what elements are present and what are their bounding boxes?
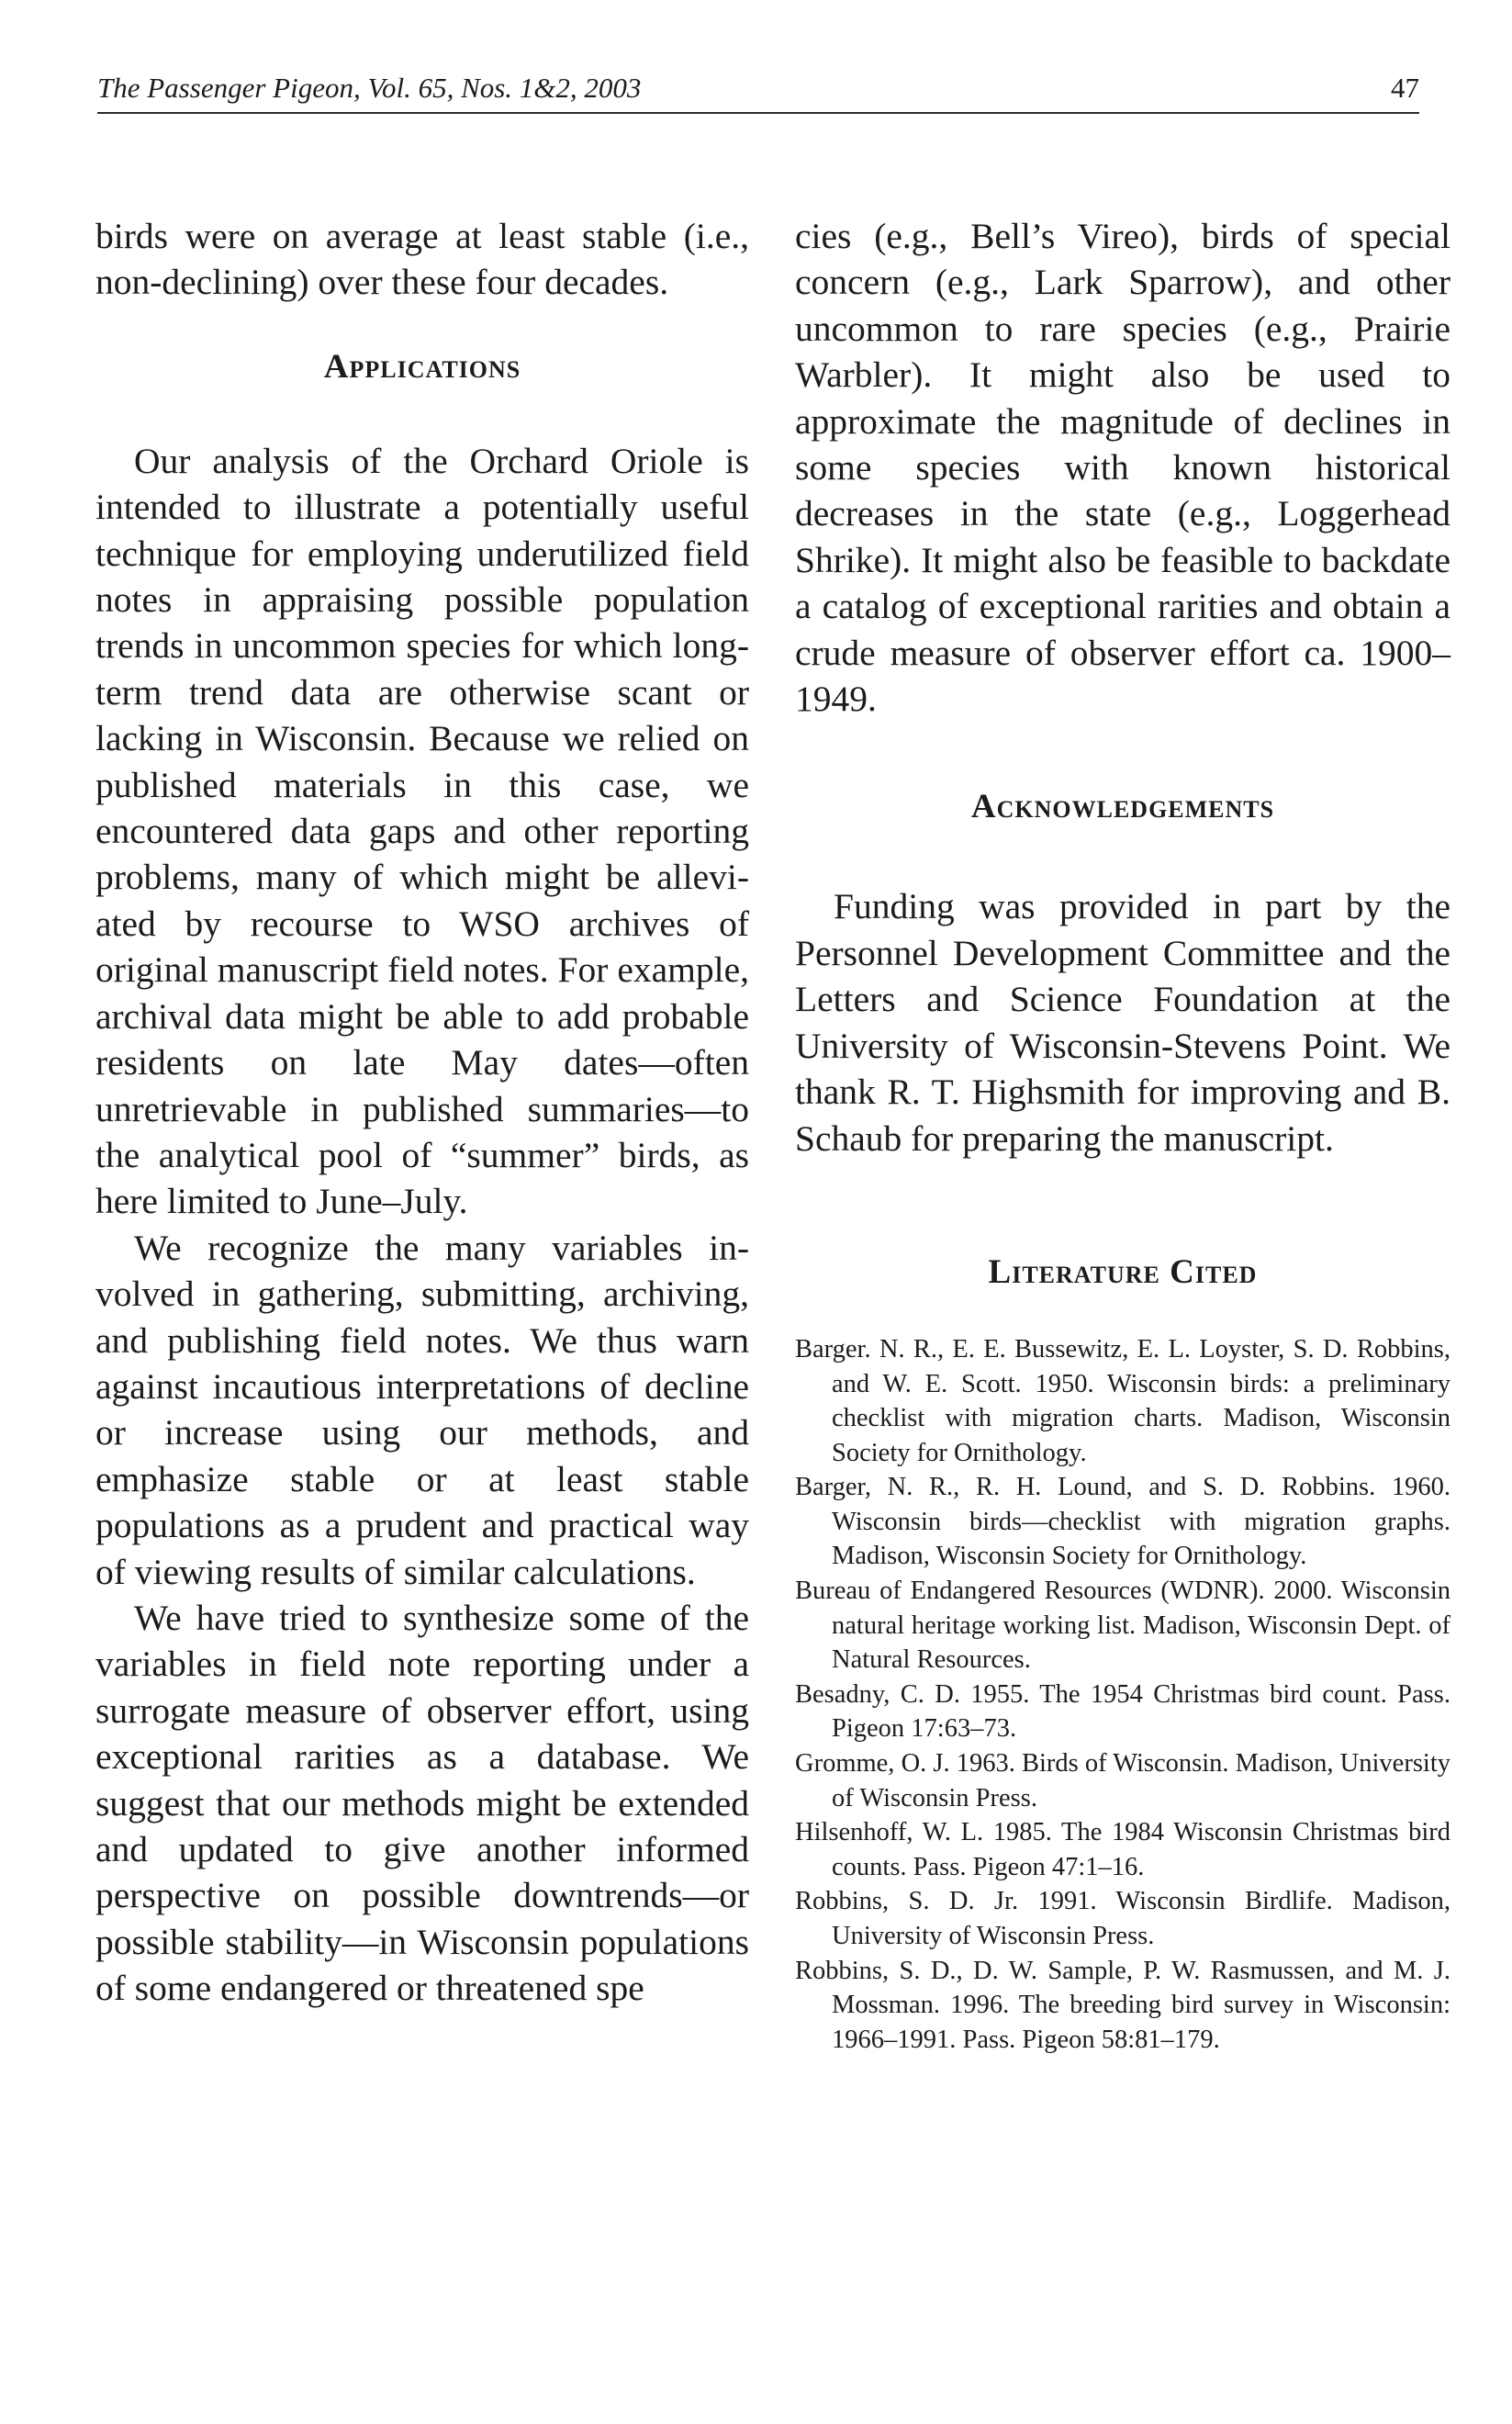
journal-citation: The Passenger Pigeon, Vol. 65, Nos. 1&2, 2003 (97, 72, 642, 104)
header-rule (97, 112, 1419, 114)
acknowledgements-heading: Acknowledgements (970, 788, 1275, 826)
applications-paragraph-2: We recognize the many variables involved in gathering, submitting, archiving, and publishing field notes. We thus warn against incautious interpretations of decline or increase using our methods, and emphasize stable or at least stable populations as a prudent and practical way of viewing results of similar calculations. (95, 1227, 749, 1592)
left-column (95, 213, 749, 2012)
continuation-paragraph: cies (e.g., Bell’s Vireo), birds of special concern (e.g., Lark Sparrow), and other uncommon to rare species (e.g., Prairie Warbler). It might also be used to approximate the magnitude of declines in some species with known historical decreases in the state (e.g., Loggerhead Shrike). It might also be feasible to backdate a catalog of exceptional rarities and obtain a crude measure of observer effort ca. 1900–1949. (795, 216, 1450, 720)
literature-cited-heading: Literature Cited (988, 1252, 1258, 1291)
reference-item: Robbins, S. D. Jr. 1991. Wisconsin Birdlife. Madison, University of Wisconsin Press. (795, 1887, 1450, 1950)
reference-item: Besadny, C. D. 1955. The 1954 Christmas bird count. Pass. Pigeon 17:63–73. (795, 1679, 1450, 1744)
page-number: 47 (1391, 72, 1419, 104)
running-head (97, 66, 1419, 118)
acknowledgements-paragraph: Funding was provided in part by the Personnel Development Committee and the Letters and Science Foundation at the University of Wisconsin-Stevens Point. We thank R. T. Highsmith for improving and B. Schaub for preparing the manuscript. (795, 886, 1450, 1159)
reference-item: Hilsenhoff, W. L. 1985. The 1984 Wisconsin Christmas bird counts. Pass. Pigeon 47:1–16. (795, 1818, 1450, 1881)
applications-heading: Applications (323, 347, 521, 386)
reference-item: Barger, N. R., R. H. Lound, and S. D. Robbins. 1960. Wisconsin birds—checklist with migration graphs. Madison, Wisconsin Society for Ornithology. (795, 1473, 1450, 1571)
reference-item: Gromme, O. J. 1963. Birds of Wisconsin. Madison, University of Wisconsin Press. (795, 1749, 1450, 1812)
right-column (795, 213, 1450, 2057)
reference-item: Robbins, S. D., D. W. Sample, P. W. Rasmussen, and M. J. Mossman. 1996. The breeding bird survey in Wisconsin: 1966–1991. Pass. Pigeon 58:81–179. (795, 1956, 1450, 2054)
reference-item: Bureau of Endangered Resources (WDNR). 2000. Wisconsin natural heritage working list. Madison, Wisconsin Dept. of Natural Resources. (795, 1577, 1450, 1675)
applications-paragraph-3: We have tried to synthesize some of the variables in field note reporting under a surrogate measure of observer effort, using exceptional rarities as a database. We suggest that our methods might be extended and updated to give another informed perspective on possible downtrends—or possible stability—in Wisconsin populations of some endangered or threatened spe (95, 1597, 749, 2009)
reference-list (795, 1332, 1450, 2057)
reference-item: Barger. N. R., E. E. Bussewitz, E. L. Loyster, S. D. Robbins, and W. E. Scott. 1950. Wisconsin birds: a preliminary checklist with migration charts. Madison, Wisconsin Society for Ornithology. (795, 1334, 1450, 1467)
applications-paragraph-1: Our analysis of the Orchard Oriole is intended to illustrate a potentially useful technique for employing underutilized field notes in appraising possible population trends in uncommon species for which long-term trend data are otherwise scant or lacking in Wisconsin. Because we relied on published materials in this case, we encountered data gaps and other reporting problems, many of which might be alleviated by recourse to WSO archives of original manuscript field notes. For example, archival data might be able to add probable residents on late May dates—often unretrievable in published summaries—to the analytical pool of “summer” birds, as here limited to June–July. (95, 440, 749, 1222)
opening-paragraph: birds were on average at least stable (i.e., non-declining) over these four decades. (95, 216, 749, 303)
